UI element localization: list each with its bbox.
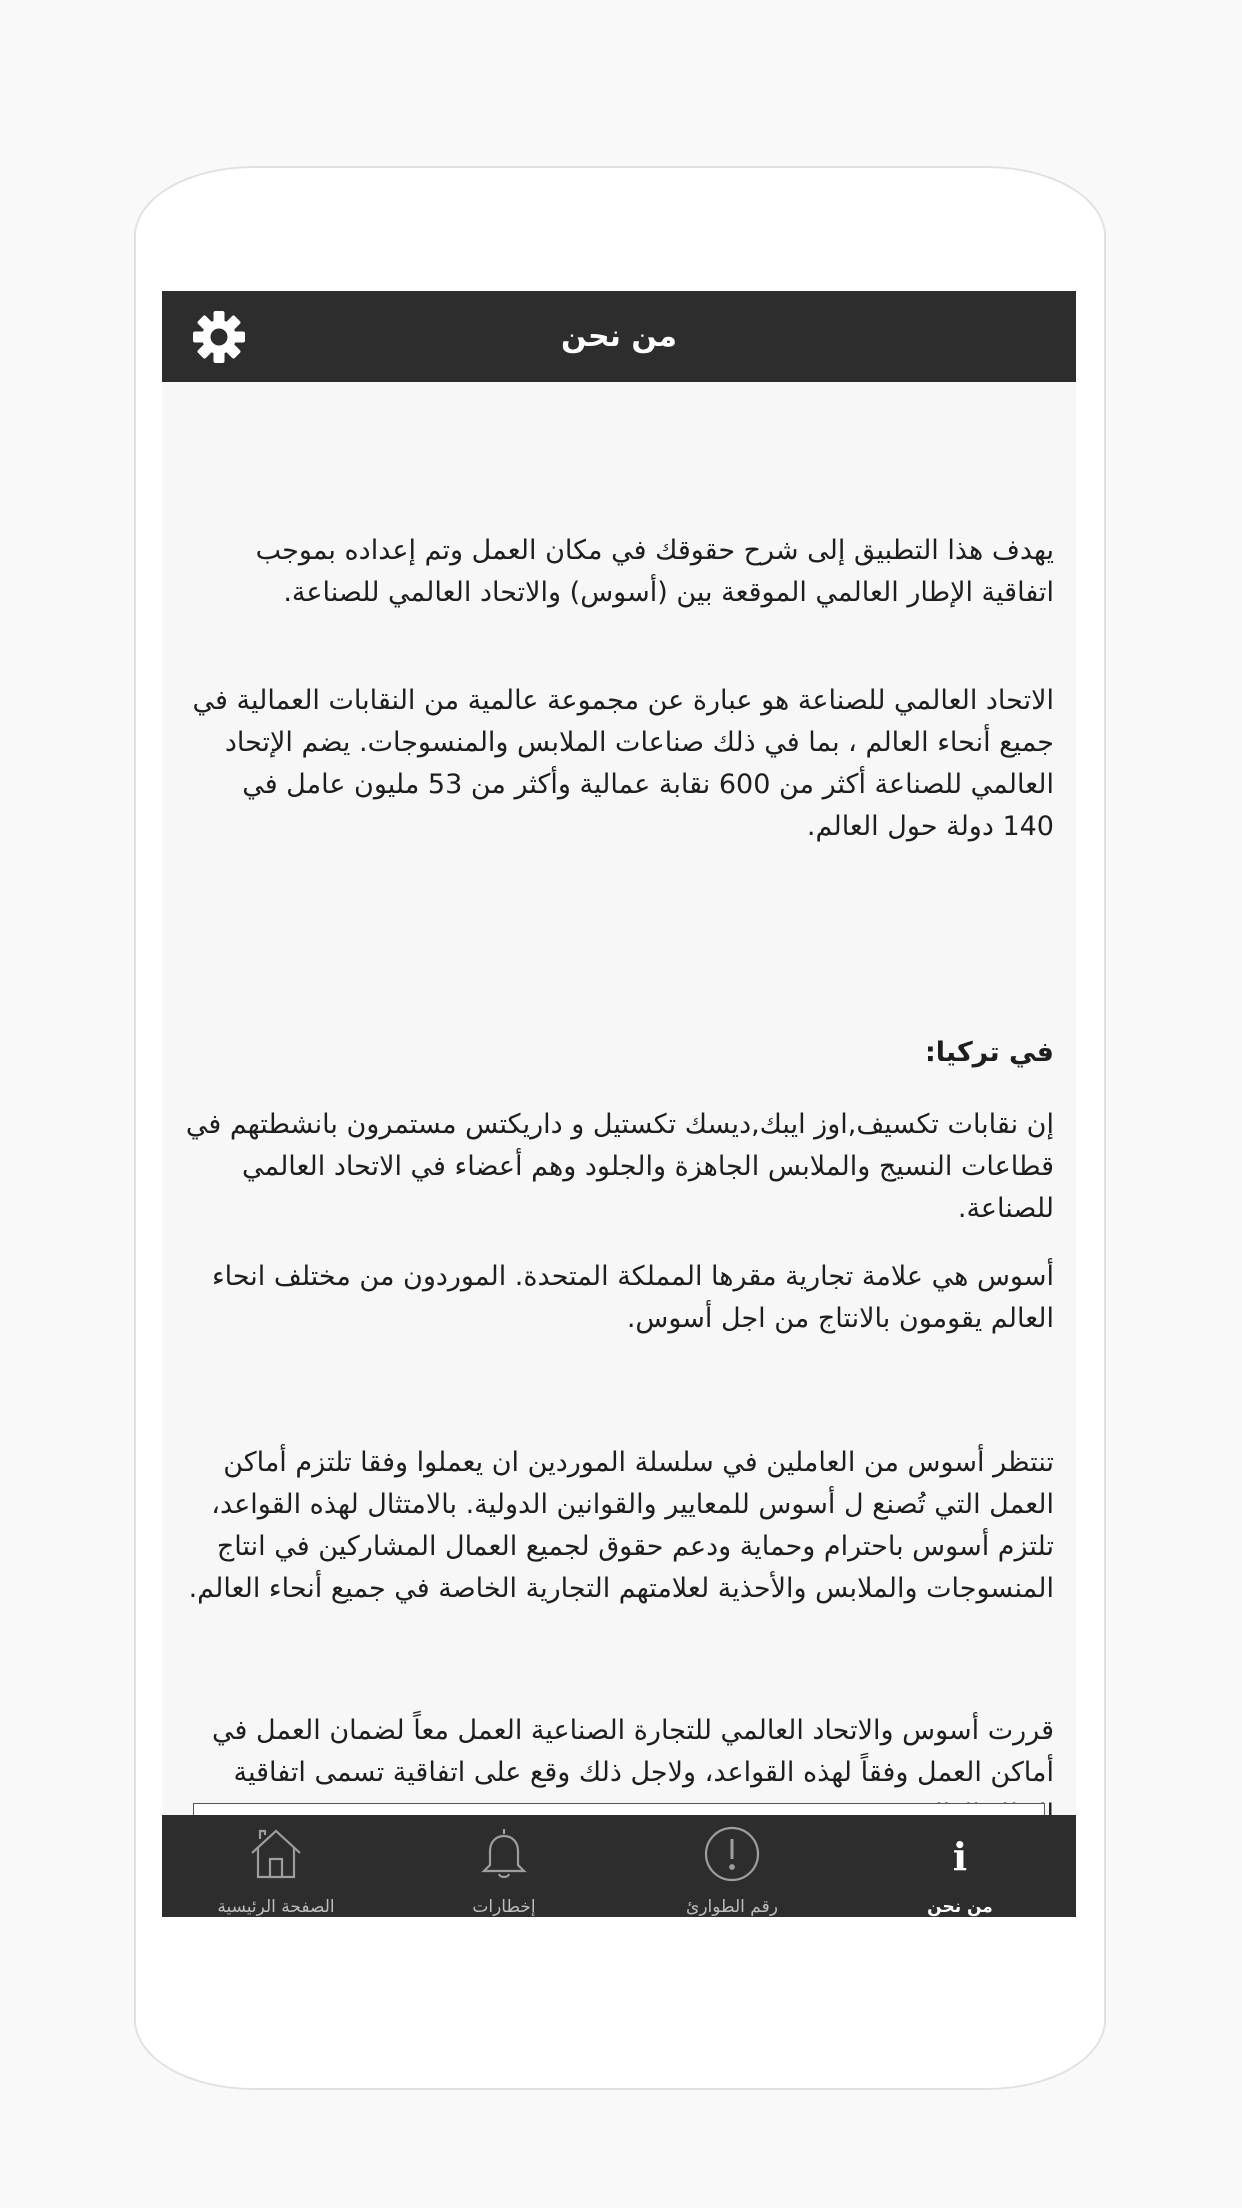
intro-paragraph: يهدف هذا التطبيق إلى شرح حقوقك في مكان العمل وتم إعداده بموجب اتفاقية الإطار العالمي الموقعة بين (أسوس) والاتحاد العالمي للصناعة. (255, 535, 1054, 608)
industriall-paragraph: الاتحاد العالمي للصناعة هو عبارة عن مجموعة عالمية من النقابات العمالية في جميع أنحاء العالم ، بما في ذلك صناعات الملابس والمنسوجات. يضم الإتحاد العالمي للصناعة أكثر من 600 نقابة عمالية وأكثر من 53 مليون عامل في 140 دولة حول العالم. (192, 685, 1054, 842)
suppliers-paragraph: تنتظر أسوس من العاملين في سلسلة الموردين ان يعملوا وفقا تلتزم أماكن العمل التي تُصنع ل أسوس للمعايير والقوانين الدولية. بالامتثال لهذه القواعد، تلتزم أسوس باحترام وحماية ودعم حقوق لجميع العمال المشاركين في انتاج المنسوجات والملابس والأحذية لعلامتهم التجارية الخاصة في جميع أنحاء العالم. (188, 1447, 1054, 1604)
home-icon (248, 1825, 304, 1881)
tab-emergency[interactable] (618, 1815, 846, 1917)
unions-paragraph: إن نقابات تكسيف,اوز ايبك,ديسك تكستيل و داريكتس مستمرون بانشطتهم في قطاعات النسيج والملابس الجاهزة والجلود وهم أعضاء في الاتحاد العالمي للصناعة. (185, 1109, 1054, 1224)
app-screen (162, 291, 1076, 1917)
asos-paragraph: أسوس هي علامة تجارية مقرها المملكة المتحدة. الموردون من مختلف انحاء العالم يقومون بالانتاج من اجل أسوس. (211, 1261, 1054, 1334)
tab-emergency-label: رقم الطوارئ (686, 1897, 778, 1917)
info-icon: i (952, 1834, 968, 1879)
agreement-paragraph: قررت أسوس والاتحاد العالمي للتجارة الصناعية العمل معاً لضمان العمل في أماكن العمل وفقاً لهذه القواعد، ولاجل ذلك وقع على اتفاقية تسمى اتفاقية (211, 1715, 1054, 1788)
page-title: من نحن (561, 319, 677, 354)
turkey-heading: في تركيا: (925, 1037, 1054, 1068)
tab-notifications[interactable] (390, 1815, 618, 1917)
gear-icon[interactable] (192, 310, 246, 364)
tab-notifications-label: إخطارات (472, 1897, 536, 1917)
tab-about-label: من نحن (927, 1897, 993, 1917)
bell-icon (476, 1825, 532, 1881)
about-content (162, 382, 1076, 1806)
tab-home-label: الصفحة الرئيسية (217, 1897, 335, 1917)
top-bar (162, 291, 1076, 382)
tab-about[interactable] (846, 1815, 1074, 1917)
exclamation-circle-icon (703, 1825, 761, 1883)
tab-home[interactable] (162, 1815, 390, 1917)
bottom-tab-bar (162, 1815, 1076, 1917)
